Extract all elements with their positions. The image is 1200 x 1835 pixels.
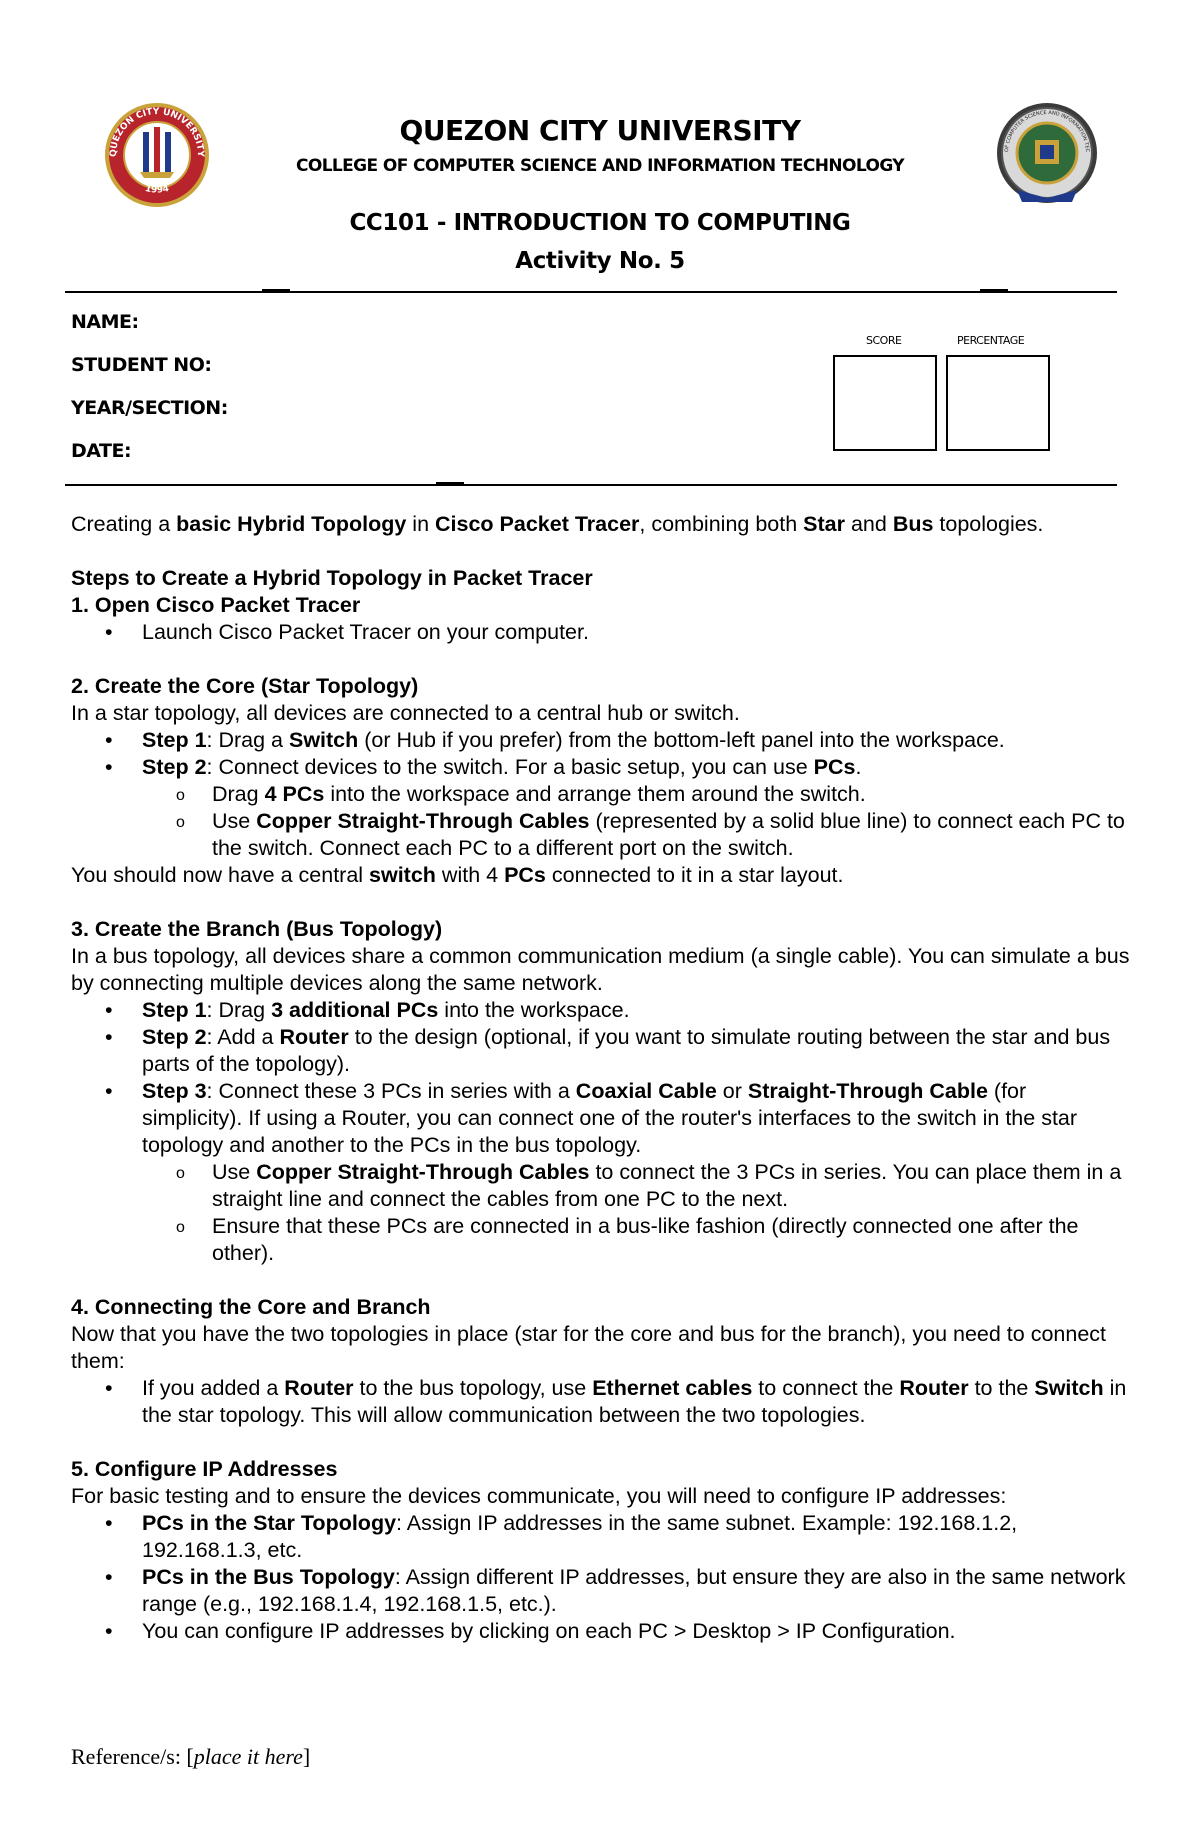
intro-paragraph: Creating a basic Hybrid Topology in Cisco Packet Tracer, combining both Star and Bus topologies. bbox=[71, 512, 1044, 536]
header-divider bbox=[65, 291, 1117, 293]
year-section-field-label: YEAR/SECTION: bbox=[71, 397, 228, 419]
step5-title: 5. Configure IP Addresses bbox=[71, 1457, 338, 1481]
name-field-label: NAME: bbox=[71, 311, 139, 333]
step3-subbullet-1: o Use Copper Straight-Through Cables to connect the 3 PCs in series. You can place them in a straight line and connect the cables from one PC to the next. bbox=[71, 1159, 1131, 1213]
step5-bullet-1: • PCs in the Star Topology: Assign IP addresses in the same subnet. Example: 192.168.1.2, 192.168.1.3, etc. bbox=[71, 1510, 1131, 1564]
step3-intro: In a bus topology, all devices share a common communication medium (a single cable). You can simulate a bus by connecting multiple devices along the same network. bbox=[71, 944, 1130, 995]
step2-outro: You should now have a central switch with 4 PCs connected to it in a star layout. bbox=[71, 863, 844, 887]
step2-intro: In a star topology, all devices are connected to a central hub or switch. bbox=[71, 701, 740, 725]
score-label: SCORE bbox=[866, 334, 902, 347]
student-no-field-label: STUDENT NO: bbox=[71, 354, 212, 376]
college-name: COLLEGE OF COMPUTER SCIENCE AND INFORMATION TECHNOLOGY bbox=[295, 156, 905, 176]
qcu-seal-ring-text: QUEZON CITY UNIVERSITY bbox=[108, 106, 206, 158]
steps-title: Steps to Create a Hybrid Topology in Packet Tracer bbox=[71, 566, 593, 590]
step2-bullet-1: • Step 1: Drag a Switch (or Hub if you prefer) from the bottom-left panel into the workspace. bbox=[71, 727, 1131, 754]
ccsit-seal-ring-text: OF COMPUTER SCIENCE AND INFORMATION TEC bbox=[1003, 109, 1091, 153]
step3-bullet-3: • Step 3: Connect these 3 PCs in series with a Coaxial Cable or Straight-Through Cable (for simplicity). If using a Router, you can connect one of the router's interfaces to the switch in the star topology and another to the PCs in the bus topology. bbox=[71, 1078, 1131, 1159]
reference-line: Reference/s: [place it here] bbox=[71, 1744, 311, 1769]
step4-bullet-1: • If you added a Router to the bus topology, use Ethernet cables to connect the Router to the Switch in the star topology. This will allow communication between the two topologies. bbox=[71, 1375, 1131, 1429]
step2-bullet-2: • Step 2: Connect devices to the switch. For a basic setup, you can use PCs. bbox=[71, 754, 1131, 781]
step3-title: 3. Create the Branch (Bus Topology) bbox=[71, 917, 443, 941]
divider-tick bbox=[980, 289, 1008, 291]
university-name: QUEZON CITY UNIVERSITY bbox=[399, 114, 801, 147]
step4-title: 4. Connecting the Core and Branch bbox=[71, 1295, 431, 1319]
step5-bullet-3: • You can configure IP addresses by clicking on each PC > Desktop > IP Configuration. bbox=[71, 1618, 1131, 1645]
step5-intro: For basic testing and to ensure the devices communicate, you will need to configure IP addresses: bbox=[71, 1484, 1007, 1508]
step4-intro: Now that you have the two topologies in place (star for the core and bus for the branch), you need to connect them: bbox=[71, 1322, 1107, 1373]
step2-title: 2. Create the Core (Star Topology) bbox=[71, 674, 419, 698]
activity-number: Activity No. 5 bbox=[515, 248, 685, 274]
date-field-label: DATE: bbox=[71, 440, 132, 462]
fields-divider bbox=[65, 484, 1117, 486]
divider-tick bbox=[262, 289, 290, 291]
step2-subbullet-2: o Use Copper Straight-Through Cables (represented by a solid blue line) to connect each PC to the switch. Connect each PC to a different port on the switch. bbox=[71, 808, 1131, 862]
percentage-box[interactable] bbox=[946, 355, 1050, 451]
score-box[interactable] bbox=[833, 355, 937, 451]
qcu-seal-year: 1994 bbox=[143, 183, 171, 196]
step1-title: 1. Open Cisco Packet Tracer bbox=[71, 593, 361, 617]
step5-bullet-2: • PCs in the Bus Topology: Assign different IP addresses, but ensure they are also in the same network range (e.g., 192.168.1.4, 192.168.1.5, etc.). bbox=[71, 1564, 1131, 1618]
divider-tick bbox=[436, 482, 464, 484]
svg-text:1994 bbox=[144, 184, 170, 196]
step3-subbullet-2: o Ensure that these PCs are connected in a bus-like fashion (directly connected one after the other). bbox=[71, 1213, 1131, 1267]
reference-placeholder[interactable]: place it here bbox=[193, 1744, 303, 1769]
step3-bullet-1: • Step 1: Drag 3 additional PCs into the workspace. bbox=[71, 997, 1131, 1024]
step2-subbullet-1: o Drag 4 PCs into the workspace and arrange them around the switch. bbox=[71, 781, 1131, 808]
course-title: CC101 - INTRODUCTION TO COMPUTING bbox=[349, 210, 851, 236]
percentage-label: PERCENTAGE bbox=[957, 334, 1025, 347]
step1-bullet: • Launch Cisco Packet Tracer on your computer. bbox=[71, 619, 1131, 646]
activity-body bbox=[71, 511, 1131, 1645]
step3-bullet-2: • Step 2: Add a Router to the design (optional, if you want to simulate routing between the star and bus parts of the topology). bbox=[71, 1024, 1131, 1078]
